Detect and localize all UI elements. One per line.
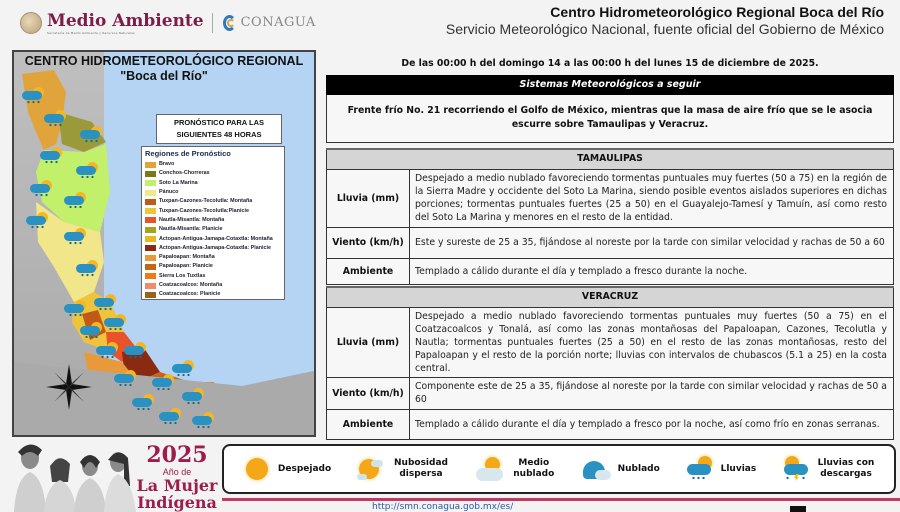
legend-label: Soto La Marina [159,179,198,186]
weather-label: Nubosidad dispersa [394,458,448,479]
year-sub: Año de [162,467,192,477]
logo-divider [212,13,213,33]
table-row [327,307,894,377]
legend-row [145,179,281,188]
map-rain-icon [76,162,98,180]
map-rain-icon [159,408,181,426]
row-label-ambiente: Ambiente [327,258,410,284]
legend-row [145,169,281,178]
map-rain-icon [172,360,194,378]
forecast-box-line1: PRONÓSTICO PARA LAS [173,118,264,127]
systems-header: Sistemas Meteorológicos a seguir [326,75,894,95]
row-value-ambiente: Templado a cálido durante el día y templado a fresco durante la noche. [410,258,894,284]
weather-label: Nublado [617,463,660,474]
forecast-map [12,50,316,437]
map-rain-icon [114,370,136,388]
cloud-icon [583,456,611,482]
row-value-lluvia: Despejado a medio nublado favoreciendo tormentas puntuales muy fuertes (50 a 75) en el Coatzacoalcos y Tonalá, así como las zonas montañosas del Papaloapan, Cazones, Tecolutla y Nautla; tormentas puntuales fuertes (25 a 50) en el resto de las zonas montañosas, resto del Papaloapan y el resto de la porción norte; lluvias con intervalos de chubascos (5.1 a 25) en la costa central. [410,307,894,377]
header-logos [20,8,316,38]
legend-label: Nautla-Misantla: Planicie [159,226,223,233]
legend-label: Coatzacoalcos: Planicie [159,291,221,298]
row-label-ambiente: Ambiente [327,409,410,439]
footer-url-link[interactable]: http://smn.conagua.gob.mx/es/ [372,502,514,512]
legend-label: Tuxpan-Cazones-Tecolutla:Planicie [159,207,249,214]
thunderstorm-icon [782,456,810,482]
legend-row [145,262,281,271]
forecast-period-box [156,114,282,144]
legend-label: Coatzacoalcos: Montaña [159,282,223,288]
legend-swatch [145,190,156,196]
legend-swatch [145,273,156,279]
legend-row [145,281,281,290]
row-value-viento: Componente este de 25 a 35, fijándose al noreste por la tarde con similar velocidad y rachas de 50 a 60 [410,377,894,409]
brand-conagua: CONAGUA [240,15,316,30]
legend-label: Bravo [159,161,175,168]
year-line2: La Mujer [136,476,218,495]
brand-medio-ambiente-sub: Secretaría de Medio Ambiente y Recursos Naturales [47,31,135,35]
region-header-veracruz: VERACRUZ [327,287,894,307]
forecast-box-line2: SIGUIENTES 48 HORAS [176,130,262,139]
map-rain-icon [182,388,204,406]
table-row [327,377,894,409]
weather-legend-item [476,456,557,482]
map-rain-icon [76,260,98,278]
legend-label: Pánuco [159,189,179,196]
year-number: 2025 [146,442,208,468]
table-row [327,258,894,284]
tamaulipas-table [326,148,894,285]
weather-label: Medio nublado [513,458,555,479]
map-rain-icon [22,87,44,105]
legend-row [145,225,281,234]
legend-row [145,234,281,243]
legend-swatch [145,283,156,289]
map-rain-icon [132,394,154,412]
weather-label: Lluvias [720,463,757,474]
row-value-viento: Este y sureste de 25 a 35, fijándose al noreste por la tarde con similar velocidad y rachas de 50 a 60 [410,227,894,258]
map-rain-icon [96,342,118,360]
row-value-ambiente: Templado a cálido durante el día y templado a fresco por la noche, así como frío en zonas serranas. [410,409,894,439]
weather-legend-item [782,456,875,482]
compass-rose-icon [46,364,92,410]
weather-legend-item [583,456,660,482]
legend-swatch [145,180,156,186]
legend-row [145,188,281,197]
legend-swatch [145,208,156,214]
legend-row [145,290,281,299]
map-rain-icon [64,300,86,318]
map-rain-icon [152,374,174,392]
table-row [327,409,894,439]
weather-legend-item [686,456,757,482]
legend-swatch [145,255,156,261]
row-value-lluvia: Despejado a medio nublado favoreciendo tormentas puntuales muy fuertes (50 a 75) en la región de la Sierra Madre y occidente del Soto La Marina, siendo posible eventos aislados superiores en dichas porciones; tormentas puntuales fuertes (25 a 50) en el Guayalejo-Tamesí y Tamuín, así como resto del Soto La Marina y menores en el resto de la entidad. [410,169,894,227]
row-label-lluvia: Lluvia (mm) [327,307,410,377]
map-rain-icon [30,180,52,198]
legend-label: Nautla-Misantla: Montaña [159,216,225,223]
map-rain-icon [44,110,66,128]
page-subtitle: Servicio Meteorológico Nacional, fuente oficial del Gobierno de México [445,21,884,37]
sun-few-clouds-icon [357,456,385,482]
row-label-viento: Viento (km/h) [327,227,410,258]
legend-label: Actopan-Antigua-Jamapa-Cotaxtla: Montaña [159,235,273,242]
weather-legend-bar [222,444,896,494]
map-legend [141,146,285,300]
legend-label: Actopan-Antigua-Jamapa-Cotaxtla: Planicie [159,244,272,251]
legend-row [145,197,281,206]
systems-text: Frente frío No. 21 recorriendo el Golfo de México, mientras que la masa de aire frío que se le asocia escurre sobre Tamaulipas y Veracruz. [326,95,894,143]
year-line3: Indígena [137,493,217,512]
legend-swatch [145,264,156,270]
weather-legend-item [357,456,450,482]
rain-icon [686,456,714,482]
row-label-viento: Viento (km/h) [327,377,410,409]
legend-label: Conchos-Chorreras [159,170,210,177]
legend-swatch [145,236,156,242]
map-rain-icon [104,314,126,332]
map-title-line1: CENTRO HIDROMETEOROLÓGICO REGIONAL [24,54,304,68]
mexico-seal-icon [20,12,42,34]
map-rain-icon [192,412,214,430]
legend-swatch [145,199,156,205]
header-title-block [446,4,884,38]
year-of-indigenous-woman [136,444,218,511]
legend-swatch [145,227,156,233]
conagua-logo-icon [221,13,237,33]
legend-label: Papaloapan: Montaña [159,254,215,261]
legend-row [145,272,281,281]
map-rain-icon [94,294,116,312]
legend-row [145,253,281,262]
footer-divider [222,498,900,501]
legend-swatch [145,171,156,177]
legend-row [145,160,281,169]
map-title [14,54,314,84]
sun-icon [243,456,271,482]
weather-legend-item [243,456,331,482]
map-rain-icon [80,126,102,144]
indigenous-women-illustration [8,442,136,512]
veracruz-table [326,286,894,440]
table-row [327,169,894,227]
legend-swatch [145,245,156,251]
legend-label: Papaloapan: Planicie [159,263,213,270]
legend-row [145,206,281,215]
map-rain-icon [80,322,102,340]
row-label-lluvia: Lluvia (mm) [327,169,410,227]
map-rain-icon [26,212,48,230]
weather-label: Lluvias con descargas [817,458,875,479]
legend-row [145,244,281,253]
map-rain-icon [40,147,62,165]
table-row [327,227,894,258]
map-rain-icon [124,342,146,360]
region-header-tamaulipas: TAMAULIPAS [327,149,894,169]
map-rain-icon [64,228,86,246]
page-title: Centro Hidrometeorológico Regional Boca del Río [550,4,884,20]
map-title-line2: "Boca del Río" [120,69,208,83]
sun-cloud-icon [476,456,504,482]
legend-swatch [145,292,156,298]
legend-label: Tuxpan-Cazones-Tecolutla: Montaña [159,198,253,205]
legend-swatch [145,162,156,168]
legend-title: Regiones de Pronóstico [145,149,231,158]
brand-medio-ambiente: Medio Ambiente [47,11,204,31]
legend-label: Sierra Los Tuxtlas [159,272,206,279]
footer-logo-icon [790,506,806,512]
forecast-period: De las 00:00 h del domingo 14 a las 00:00 h del lunes 15 de diciembre de 2025. [401,58,819,69]
map-rain-icon [64,192,86,210]
weather-label: Despejado [277,463,332,474]
legend-row [145,216,281,225]
legend-swatch [145,217,156,223]
